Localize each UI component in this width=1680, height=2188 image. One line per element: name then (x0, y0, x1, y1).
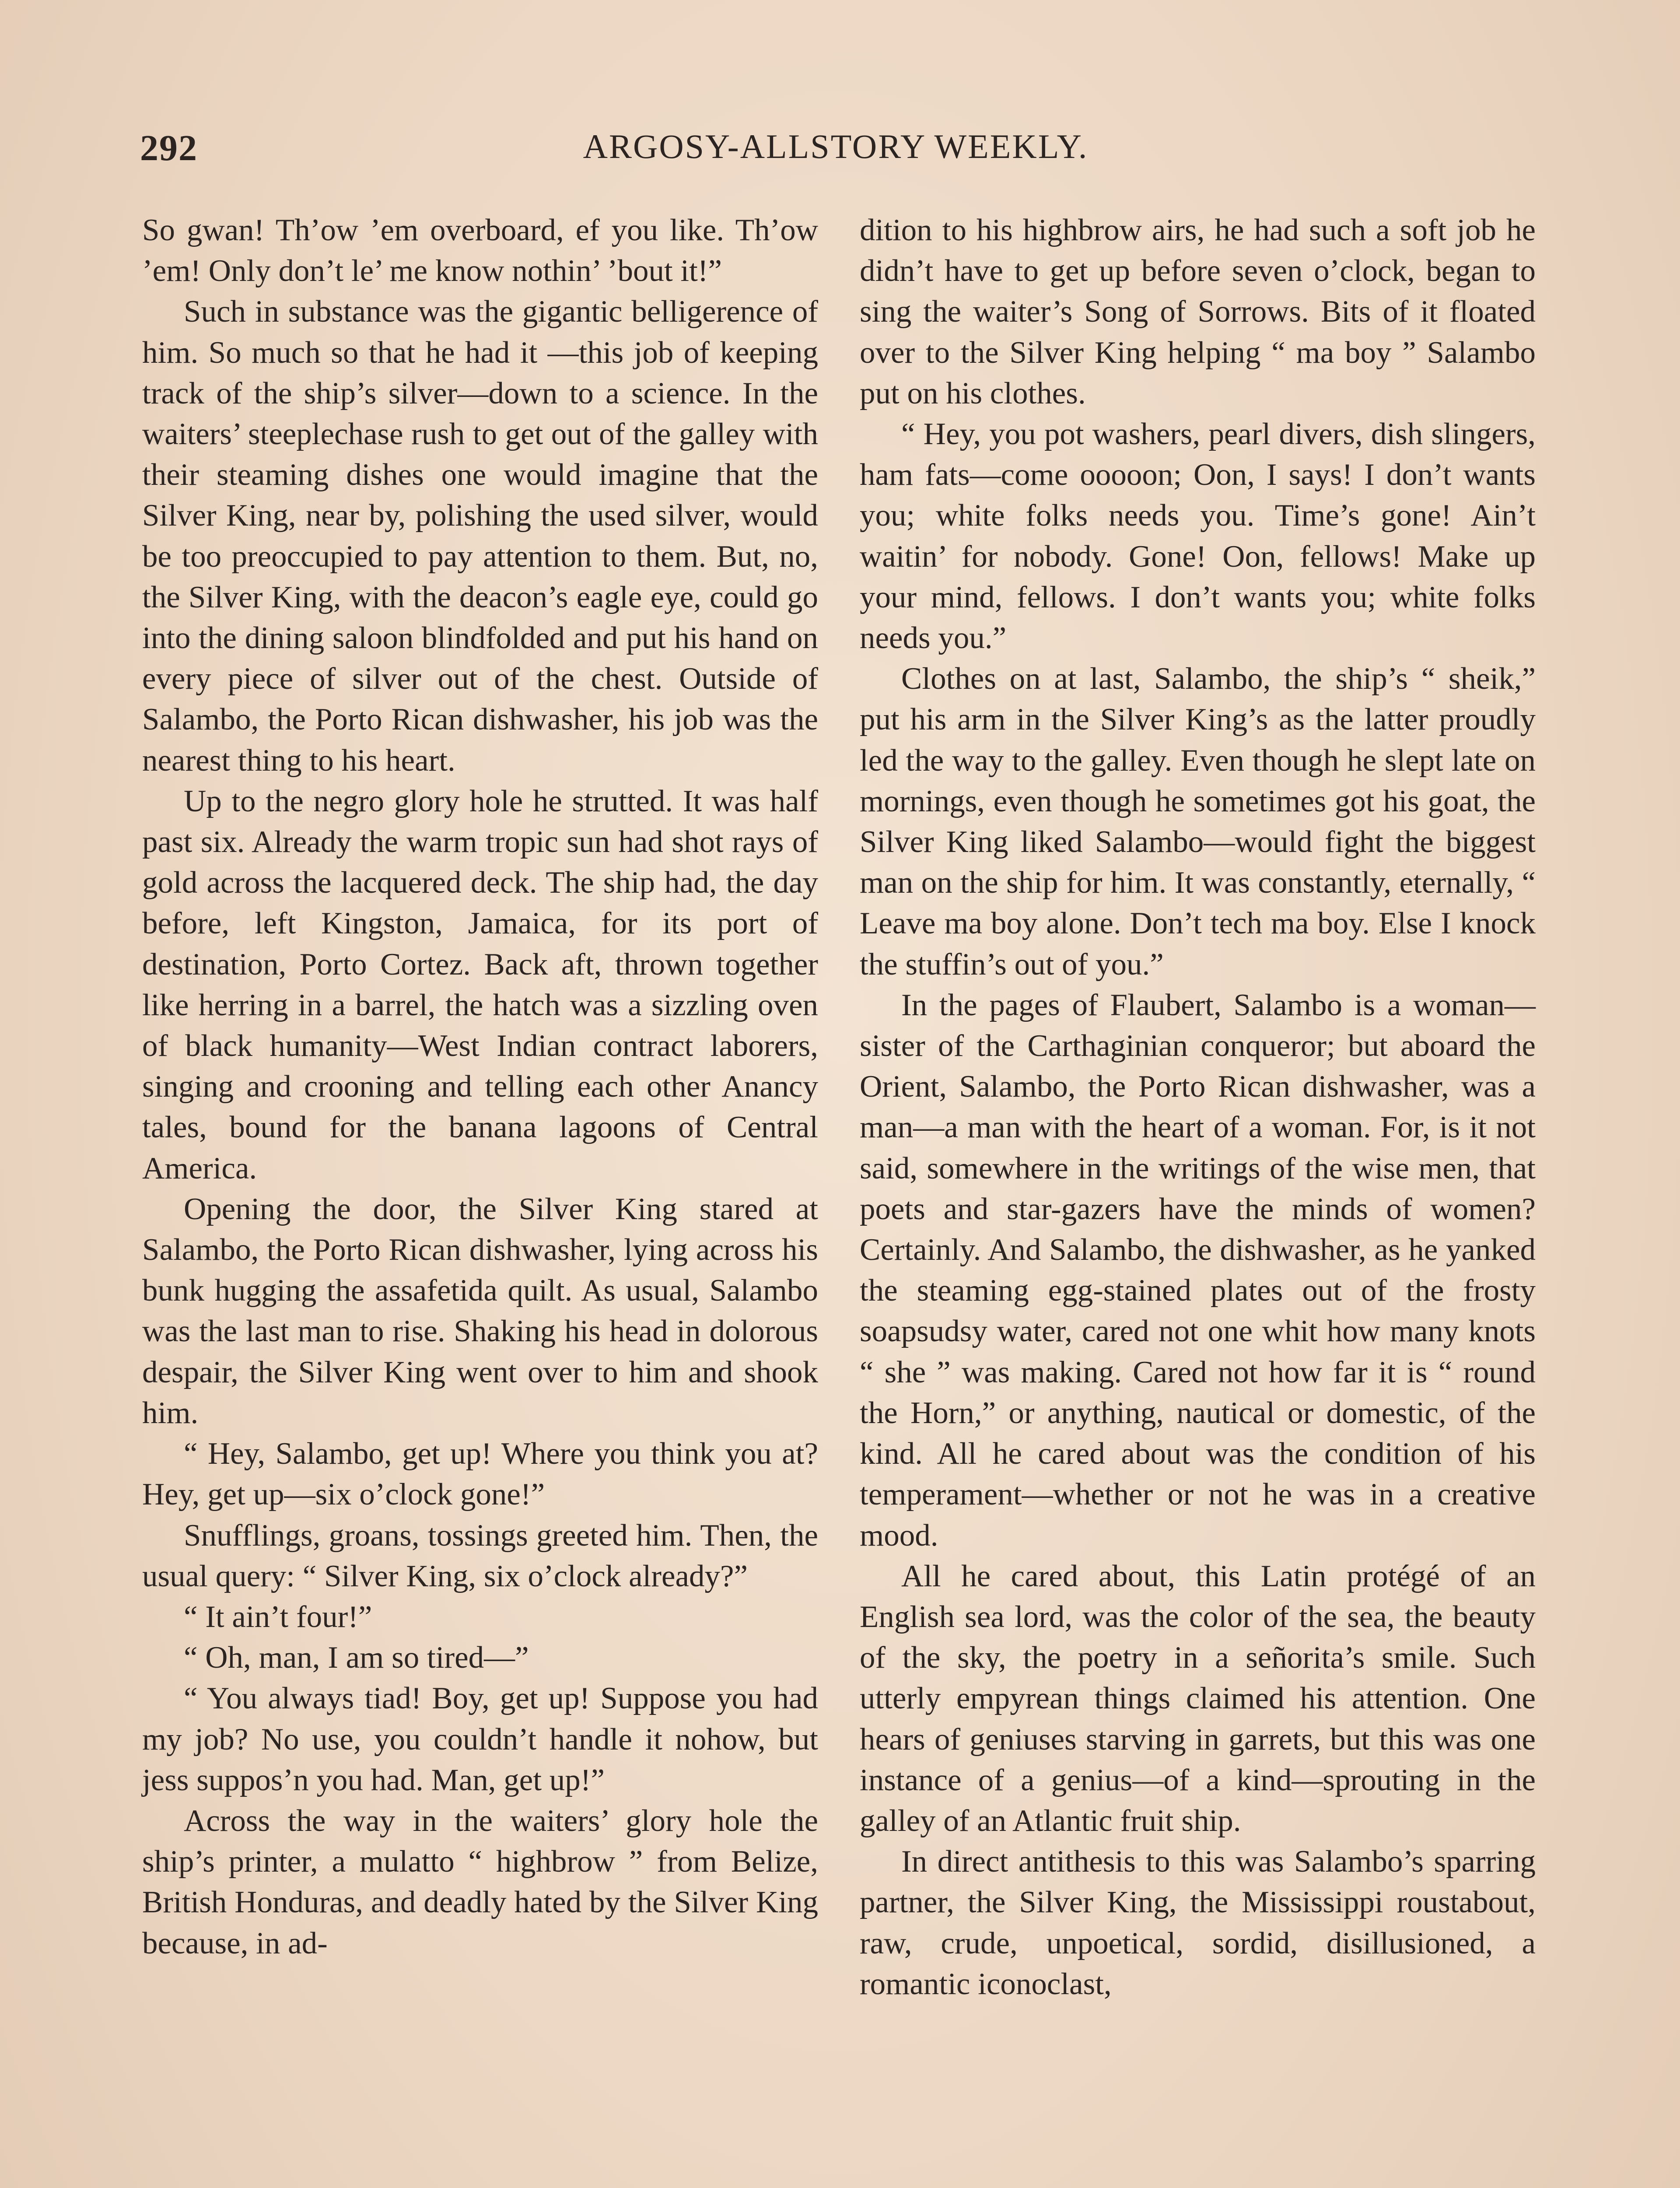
page-number: 292 (140, 128, 198, 168)
right-column (860, 210, 1536, 2005)
paragraph: All he cared about, this Latin protégé of an English sea lord, was the color of the sea, the beauty of the sky, the poetry in a señorita’s smile. Such utterly empyrean things claimed his attention. One hears of geniuses starving in garrets, but this was one instance of a genius—of a kind—sprouting in the galley of an Atlantic fruit ship. (860, 1559, 1536, 1838)
paragraph: “ It ain’t four!” (184, 1599, 372, 1634)
paragraph: Up to the negro glory hole he strutted. It was half past six. Already the warm tropic sun had shot rays of gold across the lacquered deck. The ship had, the day before, left Kingston, Jamaica, for its port of destination, Porto Cortez. Back aft, thrown together like herring in a barrel, the hatch was a sizzling oven of black humanity—West Indian contract laborers, singing and crooning and telling each other Anancy tales, bound for the banana lagoons of Central America. (142, 784, 818, 1185)
paragraph: dition to his highbrow airs, he had such a soft job he didn’t have to get up before seven o’clock, began to sing the waiter’s Song of Sorrows. Bits of it floated over to the Silver King helping “ ma boy ” Salambo put on his clothes. (860, 213, 1536, 410)
paragraph: Opening the door, the Silver King stared at Salambo, the Porto Rican dishwasher, lying across his bunk hugging the assafetida quilt. As usual, Salambo was the last man to rise. Shaking his head in dolorous despair, the Silver King went over to him and shook him. (142, 1192, 818, 1430)
left-column (142, 210, 818, 1964)
paragraph: “ You always tiad! Boy, get up! Suppose you had my job? No use, you couldn’t handle it nohow, but jess suppos’n you had. Man, get up!” (142, 1681, 818, 1797)
paragraph: Snufflings, groans, tossings greeted him. Then, the usual query: “ Silver King, six o’clock already?” (142, 1518, 818, 1593)
paragraph: Clothes on at last, Salambo, the ship’s “ sheik,” put his arm in the Silver King’s as the latter proudly led the way to the galley. Even though he slept late on mornings, even though he sometimes got his goat, the Silver King liked Salambo—would fight the biggest man on the ship for him. It was constantly, eternally, “ Leave ma boy alone. Don’t tech ma boy. Else I knock the stuffin’s out of you.” (860, 662, 1536, 982)
page-header (140, 127, 1531, 184)
paragraph: So gwan! Th’ow ’em overboard, ef you like. Th’ow ’em! Only don’t le’ me know nothin’ ’bout it!” (142, 213, 818, 288)
paragraph: “ Hey, Salambo, get up! Where you think you at? Hey, get up—six o’clock gone!” (142, 1437, 818, 1512)
running-head: ARGOSY-ALLSTORY WEEKLY. (583, 127, 1088, 165)
paragraph: “ Hey, you pot washers, pearl divers, dish slingers, ham fats—come ooooon; Oon, I says! I don’t wants you; white folks needs you. Time’s gone! Ain’t waitin’ for nobody. Gone! Oon, fellows! Make up your mind, fellows. I don’t wants you; white folks needs you.” (860, 417, 1536, 656)
paragraph: Such in substance was the gigantic belligerence of him. So much so that he had it —this job of keeping track of the ship’s silver—down to a science. In the waiters’ steeplechase rush to get out of the galley with their steaming dishes one would imagine that the Silver King, near by, polishing the used silver, would be too preoccupied to pay attention to them. But, no, the Silver King, with the deacon’s eagle eye, could go into the dining saloon blindfolded and put his hand on every piece of silver out of the chest. Outside of Salambo, the Porto Rican dishwasher, his job was the nearest thing to his heart. (142, 295, 818, 778)
paragraph: In direct antithesis to this was Salambo’s sparring partner, the Silver King, the Mississippi roustabout, raw, crude, unpoetical, sordid, disillusioned, a romantic iconoclast, (860, 1844, 1536, 2001)
paragraph: In the pages of Flaubert, Salambo is a woman—sister of the Carthaginian conqueror; but aboard the Orient, Salambo, the Porto Rican dishwasher, was a man—a man with the heart of a woman. For, is it not said, somewhere in the writings of the wise men, that poets and star-gazers have the minds of women? Certainly. And Salambo, the dishwasher, as he yanked the steaming egg-stained plates out of the frosty soapsudsy water, cared not one whit how many knots “ she ” was making. Cared not how far it is “ round the Horn,” or anything, nautical or domestic, of the kind. All he cared about was the condition of his temperament—whether or not he was in a creative mood. (860, 988, 1536, 1553)
paragraph: “ Oh, man, I am so tired—” (184, 1641, 529, 1675)
paragraph: Across the way in the waiters’ glory hole the ship’s printer, a mulatto “ highbrow ” from Belize, British Honduras, and deadly hated by the Silver King because, in ad- (142, 1803, 818, 1960)
